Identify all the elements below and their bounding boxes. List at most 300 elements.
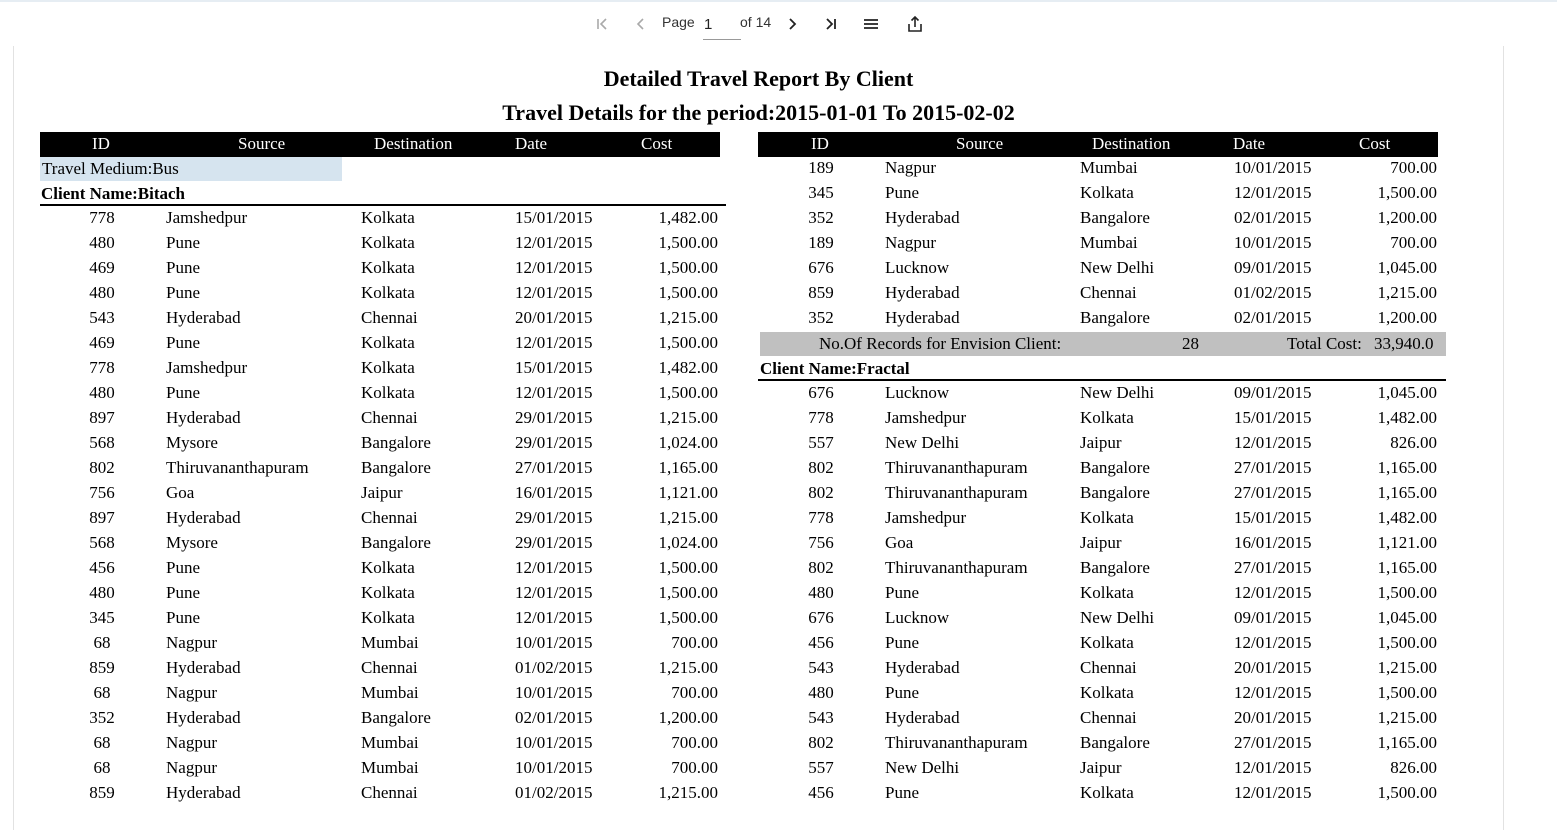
cell-cost: 1,500.00 <box>1377 633 1437 652</box>
col-header-date: Date <box>515 134 548 153</box>
cell-id: 756 <box>808 533 834 552</box>
cell-cost: 1,500.00 <box>658 608 718 627</box>
page-number-input[interactable] <box>703 10 741 40</box>
cell-date: 12/01/2015 <box>515 383 593 402</box>
cell-id: 480 <box>808 683 834 702</box>
client-name-heading: Client Name:Bitach <box>41 184 186 203</box>
cell-date: 27/01/2015 <box>515 458 593 477</box>
cell-destination: Mumbai <box>1080 158 1138 177</box>
travel-medium-group <box>40 157 342 181</box>
cell-destination: New Delhi <box>1080 258 1155 277</box>
cell-destination: Chennai <box>1080 658 1137 677</box>
cell-id: 676 <box>808 608 834 627</box>
cell-date: 10/01/2015 <box>1234 158 1312 177</box>
cell-date: 09/01/2015 <box>1234 258 1312 277</box>
cell-cost: 1,200.00 <box>658 708 718 727</box>
cell-date: 10/01/2015 <box>515 683 593 702</box>
table-row <box>759 731 1439 756</box>
cell-date: 12/01/2015 <box>1234 783 1312 802</box>
cell-date: 02/01/2015 <box>515 708 593 727</box>
table-row <box>40 481 720 506</box>
cell-cost: 1,482.00 <box>1377 508 1437 527</box>
hamburger-menu-icon <box>862 16 880 32</box>
page-count-label: of 14 <box>740 14 772 30</box>
table-row <box>40 256 720 281</box>
cell-cost: 1,165.00 <box>1377 458 1437 477</box>
cell-destination: Bangalore <box>361 458 431 477</box>
cell-date: 12/01/2015 <box>1234 583 1312 602</box>
cell-id: 543 <box>808 658 834 677</box>
cell-source: Thiruvananthapuram <box>885 483 1028 502</box>
cell-id: 802 <box>808 458 834 477</box>
cell-destination: Kolkata <box>361 333 415 352</box>
table-row <box>40 531 720 556</box>
table-row <box>759 156 1439 181</box>
share-export-icon <box>906 15 924 33</box>
cell-id: 859 <box>808 283 834 302</box>
cell-source: Pune <box>166 233 200 252</box>
cell-cost: 1,482.00 <box>658 358 718 377</box>
table-row <box>40 306 720 331</box>
cell-date: 12/01/2015 <box>1234 758 1312 777</box>
cell-id: 345 <box>808 183 834 202</box>
table-row <box>759 481 1439 506</box>
cell-source: Pune <box>166 608 200 627</box>
cell-destination: Kolkata <box>361 283 415 302</box>
right-table-header <box>758 132 1438 157</box>
col-header-destination: Destination <box>1092 134 1171 153</box>
cell-destination: Mumbai <box>361 758 419 777</box>
cell-source: Mysore <box>166 533 218 552</box>
report-title: Detailed Travel Report By Client <box>603 66 914 91</box>
cell-destination: Kolkata <box>361 258 415 277</box>
table-row <box>40 581 720 606</box>
table-row <box>759 581 1439 606</box>
cell-source: Pune <box>166 383 200 402</box>
cell-destination: Bangalore <box>361 433 431 452</box>
cell-cost: 1,215.00 <box>1377 658 1437 677</box>
cell-destination: Chennai <box>361 308 418 327</box>
cell-id: 859 <box>89 783 115 802</box>
table-row <box>759 506 1439 531</box>
cell-id: 456 <box>89 558 115 577</box>
cell-cost: 1,482.00 <box>1377 408 1437 427</box>
cell-date: 20/01/2015 <box>1234 658 1312 677</box>
cell-date: 20/01/2015 <box>1234 708 1312 727</box>
cell-source: Pune <box>166 583 200 602</box>
cell-id: 68 <box>93 758 111 777</box>
travel-medium-label: Travel Medium:Bus <box>42 159 179 178</box>
cell-source: Pune <box>885 683 919 702</box>
cell-date: 15/01/2015 <box>1234 408 1312 427</box>
cell-date: 29/01/2015 <box>515 408 593 427</box>
cell-cost: 1,045.00 <box>1377 258 1437 277</box>
cell-source: Thiruvananthapuram <box>885 733 1028 752</box>
col-header-destination: Destination <box>374 134 453 153</box>
table-row <box>759 606 1439 631</box>
cell-cost: 1,500.00 <box>658 333 718 352</box>
cell-cost: 700.00 <box>671 758 718 777</box>
cell-cost: 1,500.00 <box>658 233 718 252</box>
cell-date: 01/02/2015 <box>515 783 593 802</box>
cell-destination: Bangalore <box>361 708 431 727</box>
cell-id: 345 <box>89 608 115 627</box>
cell-date: 12/01/2015 <box>515 333 593 352</box>
cell-source: Lucknow <box>885 258 950 277</box>
cell-destination: Kolkata <box>1080 633 1134 652</box>
cell-id: 480 <box>89 383 115 402</box>
cell-source: Pune <box>885 783 919 802</box>
cell-source: Pune <box>885 183 919 202</box>
cell-cost: 1,165.00 <box>1377 483 1437 502</box>
cell-cost: 1,121.00 <box>658 483 718 502</box>
cell-id: 352 <box>808 308 834 327</box>
table-row <box>40 706 720 731</box>
cell-source: Hyderabad <box>166 658 241 677</box>
cell-id: 568 <box>89 533 115 552</box>
cell-cost: 1,024.00 <box>658 533 718 552</box>
cell-destination: Kolkata <box>361 233 415 252</box>
table-row <box>40 356 720 381</box>
table-row <box>40 231 720 256</box>
cell-date: 12/01/2015 <box>515 233 593 252</box>
cell-destination: Bangalore <box>1080 733 1150 752</box>
last-page-button[interactable] <box>820 12 842 36</box>
cell-cost: 1,165.00 <box>658 458 718 477</box>
cell-source: Thiruvananthapuram <box>885 558 1028 577</box>
cell-source: Hyderabad <box>885 308 960 327</box>
cell-cost: 700.00 <box>671 733 718 752</box>
cell-date: 27/01/2015 <box>1234 483 1312 502</box>
cell-source: Lucknow <box>885 608 950 627</box>
cell-source: Hyderabad <box>166 708 241 727</box>
cell-id: 469 <box>89 333 115 352</box>
table-row <box>759 406 1439 431</box>
cell-cost: 1,215.00 <box>658 783 718 802</box>
cell-source: Nagpur <box>885 233 936 252</box>
cell-source: Lucknow <box>885 383 950 402</box>
cell-destination: Kolkata <box>1080 683 1134 702</box>
cell-cost: 1,215.00 <box>658 408 718 427</box>
cell-date: 12/01/2015 <box>515 608 593 627</box>
cell-cost: 1,482.00 <box>658 208 718 227</box>
cell-id: 897 <box>89 508 115 527</box>
cell-cost: 700.00 <box>1390 233 1437 252</box>
cell-date: 10/01/2015 <box>515 733 593 752</box>
cell-id: 802 <box>808 558 834 577</box>
menu-button[interactable] <box>860 12 882 36</box>
table-row <box>759 681 1439 706</box>
previous-page-button[interactable] <box>630 12 652 36</box>
table-row <box>40 431 720 456</box>
cell-cost: 1,500.00 <box>658 258 718 277</box>
cell-source: Nagpur <box>166 633 217 652</box>
cell-source: Goa <box>166 483 195 502</box>
left-table-header <box>40 132 720 157</box>
cell-destination: Chennai <box>1080 708 1137 727</box>
cell-source: Thiruvananthapuram <box>166 458 309 477</box>
cell-date: 15/01/2015 <box>1234 508 1312 527</box>
cell-cost: 1,165.00 <box>1377 558 1437 577</box>
cell-cost: 1,215.00 <box>1377 708 1437 727</box>
cell-source: Pune <box>166 558 200 577</box>
table-row <box>759 756 1439 781</box>
cell-cost: 1,500.00 <box>1377 783 1437 802</box>
cell-source: Hyderabad <box>166 508 241 527</box>
cell-destination: Bangalore <box>1080 458 1150 477</box>
cell-cost: 1,121.00 <box>1377 533 1437 552</box>
cell-destination: Kolkata <box>1080 183 1134 202</box>
cell-cost: 1,215.00 <box>658 658 718 677</box>
cell-destination: Bangalore <box>1080 483 1150 502</box>
cell-destination: Chennai <box>361 508 418 527</box>
cell-id: 778 <box>808 408 834 427</box>
cell-date: 16/01/2015 <box>1234 533 1312 552</box>
cell-cost: 1,200.00 <box>1377 308 1437 327</box>
cell-id: 189 <box>808 233 834 252</box>
cell-destination: Kolkata <box>361 608 415 627</box>
cell-id: 189 <box>808 158 834 177</box>
cell-date: 10/01/2015 <box>515 633 593 652</box>
report-viewer-toolbar <box>0 2 1557 44</box>
cell-date: 15/01/2015 <box>515 358 593 377</box>
table-row <box>759 781 1439 806</box>
cell-destination: Bangalore <box>1080 308 1150 327</box>
cell-cost: 700.00 <box>671 683 718 702</box>
next-page-button[interactable] <box>781 12 803 36</box>
cell-destination: Mumbai <box>1080 233 1138 252</box>
cell-destination: Kolkata <box>1080 508 1134 527</box>
table-row <box>40 731 720 756</box>
cell-destination: Jaipur <box>1080 533 1122 552</box>
cell-id: 480 <box>89 283 115 302</box>
cell-destination: Jaipur <box>1080 758 1122 777</box>
cell-date: 20/01/2015 <box>515 308 593 327</box>
cell-destination: Kolkata <box>361 583 415 602</box>
cell-source: Jamshedpur <box>166 208 248 227</box>
table-row <box>40 381 720 406</box>
cell-cost: 1,215.00 <box>658 508 718 527</box>
cell-source: Jamshedpur <box>166 358 248 377</box>
cell-cost: 1,200.00 <box>1377 208 1437 227</box>
cell-date: 02/01/2015 <box>1234 308 1312 327</box>
cell-date: 12/01/2015 <box>515 283 593 302</box>
col-header-cost: Cost <box>1359 134 1391 153</box>
cell-date: 02/01/2015 <box>1234 208 1312 227</box>
cell-cost: 700.00 <box>671 633 718 652</box>
cell-cost: 826.00 <box>1390 433 1437 452</box>
client-name-heading: Client Name:Fractal <box>760 359 910 378</box>
cell-source: Hyderabad <box>166 308 241 327</box>
first-page-button[interactable] <box>591 12 613 36</box>
table-row <box>759 631 1439 656</box>
cell-id: 456 <box>808 783 834 802</box>
cell-source: Hyderabad <box>885 283 960 302</box>
table-row <box>759 531 1439 556</box>
summary-total-label: Total Cost: <box>1287 334 1362 353</box>
cell-destination: Mumbai <box>361 683 419 702</box>
table-row <box>40 631 720 656</box>
cell-destination: Kolkata <box>361 383 415 402</box>
table-row <box>40 506 720 531</box>
cell-source: Pune <box>166 283 200 302</box>
cell-cost: 700.00 <box>1390 158 1437 177</box>
cell-id: 802 <box>808 483 834 502</box>
cell-id: 676 <box>808 383 834 402</box>
table-row <box>40 781 720 806</box>
cell-id: 802 <box>808 733 834 752</box>
table-row <box>759 706 1439 731</box>
summary-label: No.Of Records for Envision Client: <box>819 334 1062 353</box>
cell-source: Goa <box>885 533 914 552</box>
cell-source: Pune <box>885 633 919 652</box>
cell-date: 12/01/2015 <box>1234 433 1312 452</box>
cell-cost: 1,500.00 <box>658 558 718 577</box>
table-row <box>40 281 720 306</box>
cell-cost: 1,500.00 <box>1377 583 1437 602</box>
cell-source: New Delhi <box>885 758 960 777</box>
col-header-date: Date <box>1233 134 1266 153</box>
cell-id: 352 <box>808 208 834 227</box>
table-row <box>759 556 1439 581</box>
cell-destination: Kolkata <box>1080 583 1134 602</box>
cell-cost: 1,024.00 <box>658 433 718 452</box>
cell-cost: 1,500.00 <box>658 283 718 302</box>
cell-date: 15/01/2015 <box>515 208 593 227</box>
table-row <box>40 606 720 631</box>
cell-date: 12/01/2015 <box>515 258 593 277</box>
last-page-icon <box>823 16 839 32</box>
cell-date: 29/01/2015 <box>515 433 593 452</box>
cell-source: Nagpur <box>166 683 217 702</box>
cell-cost: 1,045.00 <box>1377 383 1437 402</box>
cell-date: 09/01/2015 <box>1234 608 1312 627</box>
table-row <box>759 656 1439 681</box>
cell-cost: 1,500.00 <box>1377 683 1437 702</box>
table-row <box>759 231 1439 256</box>
cell-destination: Kolkata <box>1080 408 1134 427</box>
report-page <box>13 46 1504 830</box>
table-row <box>40 556 720 581</box>
cell-source: Thiruvananthapuram <box>885 458 1028 477</box>
cell-id: 802 <box>89 458 115 477</box>
col-header-source: Source <box>238 134 286 153</box>
cell-id: 543 <box>89 308 115 327</box>
cell-source: Nagpur <box>166 733 217 752</box>
cell-date: 12/01/2015 <box>1234 183 1312 202</box>
cell-date: 16/01/2015 <box>515 483 593 502</box>
cell-cost: 1,045.00 <box>1377 608 1437 627</box>
table-row <box>759 306 1439 331</box>
cell-source: Hyderabad <box>885 208 960 227</box>
cell-cost: 1,500.00 <box>658 383 718 402</box>
cell-cost: 1,500.00 <box>658 583 718 602</box>
cell-id: 469 <box>89 258 115 277</box>
col-header-cost: Cost <box>641 134 673 153</box>
client-summary-row <box>760 332 1446 356</box>
cell-date: 01/02/2015 <box>515 658 593 677</box>
cell-destination: Jaipur <box>1080 433 1122 452</box>
cell-id: 68 <box>93 683 111 702</box>
cell-id: 480 <box>89 233 115 252</box>
table-row <box>759 206 1439 231</box>
cell-destination: Kolkata <box>361 558 415 577</box>
cell-destination: Kolkata <box>1080 783 1134 802</box>
cell-date: 12/01/2015 <box>1234 633 1312 652</box>
cell-date: 27/01/2015 <box>1234 733 1312 752</box>
cell-id: 568 <box>89 433 115 452</box>
summary-count: 28 <box>1182 334 1199 353</box>
cell-date: 09/01/2015 <box>1234 383 1312 402</box>
cell-cost: 1,215.00 <box>1377 283 1437 302</box>
cell-cost: 1,500.00 <box>1377 183 1437 202</box>
cell-destination: Bangalore <box>1080 558 1150 577</box>
cell-date: 01/02/2015 <box>1234 283 1312 302</box>
cell-id: 480 <box>89 583 115 602</box>
table-row <box>40 656 720 681</box>
cell-source: Nagpur <box>885 158 936 177</box>
cell-id: 543 <box>808 708 834 727</box>
cell-destination: Chennai <box>361 408 418 427</box>
first-page-icon <box>594 16 610 32</box>
cell-destination: Bangalore <box>1080 208 1150 227</box>
cell-destination: Kolkata <box>361 358 415 377</box>
cell-source: New Delhi <box>885 433 960 452</box>
cell-destination: Jaipur <box>361 483 403 502</box>
cell-id: 778 <box>808 508 834 527</box>
cell-source: Jamshedpur <box>885 408 967 427</box>
cell-source: Hyderabad <box>885 708 960 727</box>
table-row <box>759 381 1439 406</box>
cell-id: 352 <box>89 708 115 727</box>
cell-id: 778 <box>89 208 115 227</box>
cell-id: 68 <box>93 733 111 752</box>
cell-date: 12/01/2015 <box>515 558 593 577</box>
cell-destination: New Delhi <box>1080 608 1155 627</box>
cell-date: 12/01/2015 <box>1234 683 1312 702</box>
cell-source: Pune <box>166 333 200 352</box>
cell-destination: New Delhi <box>1080 383 1155 402</box>
page-label: Page <box>662 14 695 30</box>
cell-destination: Chennai <box>1080 283 1137 302</box>
chevron-left-icon <box>633 16 649 32</box>
cell-date: 10/01/2015 <box>1234 233 1312 252</box>
export-button[interactable] <box>904 12 926 36</box>
table-row <box>759 281 1439 306</box>
table-row <box>40 206 720 231</box>
table-row <box>759 431 1439 456</box>
cell-id: 778 <box>89 358 115 377</box>
cell-source: Pune <box>166 258 200 277</box>
cell-id: 859 <box>89 658 115 677</box>
cell-destination: Mumbai <box>361 733 419 752</box>
cell-destination: Chennai <box>361 783 418 802</box>
cell-id: 756 <box>89 483 115 502</box>
cell-date: 10/01/2015 <box>515 758 593 777</box>
col-header-id: ID <box>811 134 829 153</box>
cell-destination: Mumbai <box>361 633 419 652</box>
col-header-source: Source <box>956 134 1004 153</box>
cell-date: 29/01/2015 <box>515 508 593 527</box>
cell-id: 676 <box>808 258 834 277</box>
summary-total: 33,940.0 <box>1374 334 1434 353</box>
cell-date: 27/01/2015 <box>1234 458 1312 477</box>
cell-date: 12/01/2015 <box>515 583 593 602</box>
cell-id: 897 <box>89 408 115 427</box>
table-row <box>40 406 720 431</box>
cell-id: 456 <box>808 633 834 652</box>
cell-id: 557 <box>808 433 834 452</box>
